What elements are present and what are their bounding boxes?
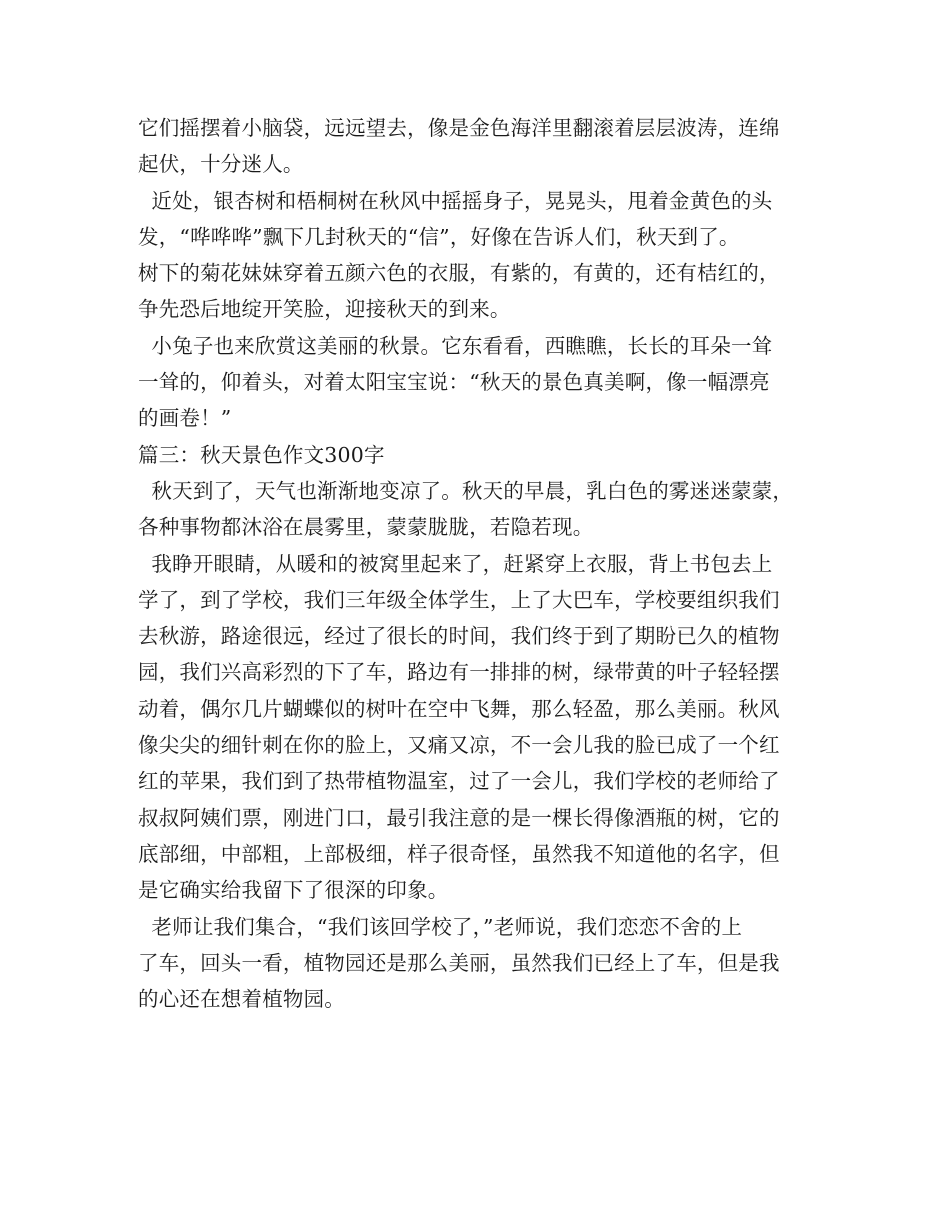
text-line: 园，我们兴高彩烈的下了车，路边有一排排的树，绿带黄的叶子轻轻摆 [138,660,780,685]
text-line: 动着，偶尔几片蝴蝶似的树叶在空中飞舞，那么轻盈，那么美丽。秋风 [138,696,780,721]
text-line: 近处，银杏树和梧桐树在秋风中摇摇身子，晃晃头，甩着金黄色的头 [138,188,773,213]
text-line: 的心还在想着植物园。 [138,987,345,1012]
text-line: 秋天到了，天气也渐渐地变凉了。秋天的早晨，乳白色的雾迷迷蒙蒙， [138,478,794,503]
text-line: 我睁开眼睛，从暖和的被窝里起来了，赶紧穿上衣服，背上书包去上 [138,551,773,576]
section-heading: 篇三：秋天景色作文300字 [138,442,385,467]
text-line: 它们摇摆着小脑袋，远远望去，像是金色海洋里翻滚着层层波涛，连绵 [138,116,780,140]
text-line: 是它确实给我留下了很深的印象。 [138,878,449,903]
text-line: 去秋游，路途很远，经过了很长的时间，我们终于到了期盼已久的植物 [138,624,780,649]
document-body [138,110,828,1017]
text-line: 学了，到了学校，我们三年级全体学生，上了大巴车，学校要组织我们 [138,587,780,612]
text-line: 老师让我们集合，“我们该回学校了，”老师说，我们恋恋不舍的上 [138,914,743,939]
text-line: 像尖尖的细针刺在你的脸上，又痛又凉，不一会儿我的脸已成了一个红 [138,733,780,758]
text-line: 一耸的，仰着头，对着太阳宝宝说：“秋天的景色真美啊，像一幅漂亮 [138,370,770,395]
text-line: 叔叔阿姨们票，刚进门口，最引我注意的是一棵长得像酒瓶的树，它的 [138,805,780,830]
text-line: 红的苹果，我们到了热带植物温室，过了一会儿，我们学校的老师给了 [138,769,780,794]
text-line: 的画卷！” [138,406,232,431]
text-line: 争先恐后地绽开笑脸，迎接秋天的到来。 [138,297,511,322]
text-line: 底部细，中部粗，上部极细，样子很奇怪，虽然我不知道他的名字，但 [138,841,780,866]
text-line: 了车，回头一看，植物园还是那么美丽，虽然我们已经上了车，但是我 [138,950,780,975]
text-line: 各种事物都沐浴在晨雾里，蒙蒙胧胧，若隐若现。 [138,515,594,540]
text-line: 起伏，十分迷人。 [138,152,304,177]
text-line: 小兔子也来欣赏这美丽的秋景。它东看看，西瞧瞧，长长的耳朵一耸 [138,333,773,358]
text-line: 发，“哗哗哗”飘下几封秋天的“信”，好像在告诉人们，秋天到了。 [138,224,740,249]
text-line: 树下的菊花妹妹穿着五颜六色的衣服，有紫的，有黄的，还有桔红的， [138,261,780,286]
